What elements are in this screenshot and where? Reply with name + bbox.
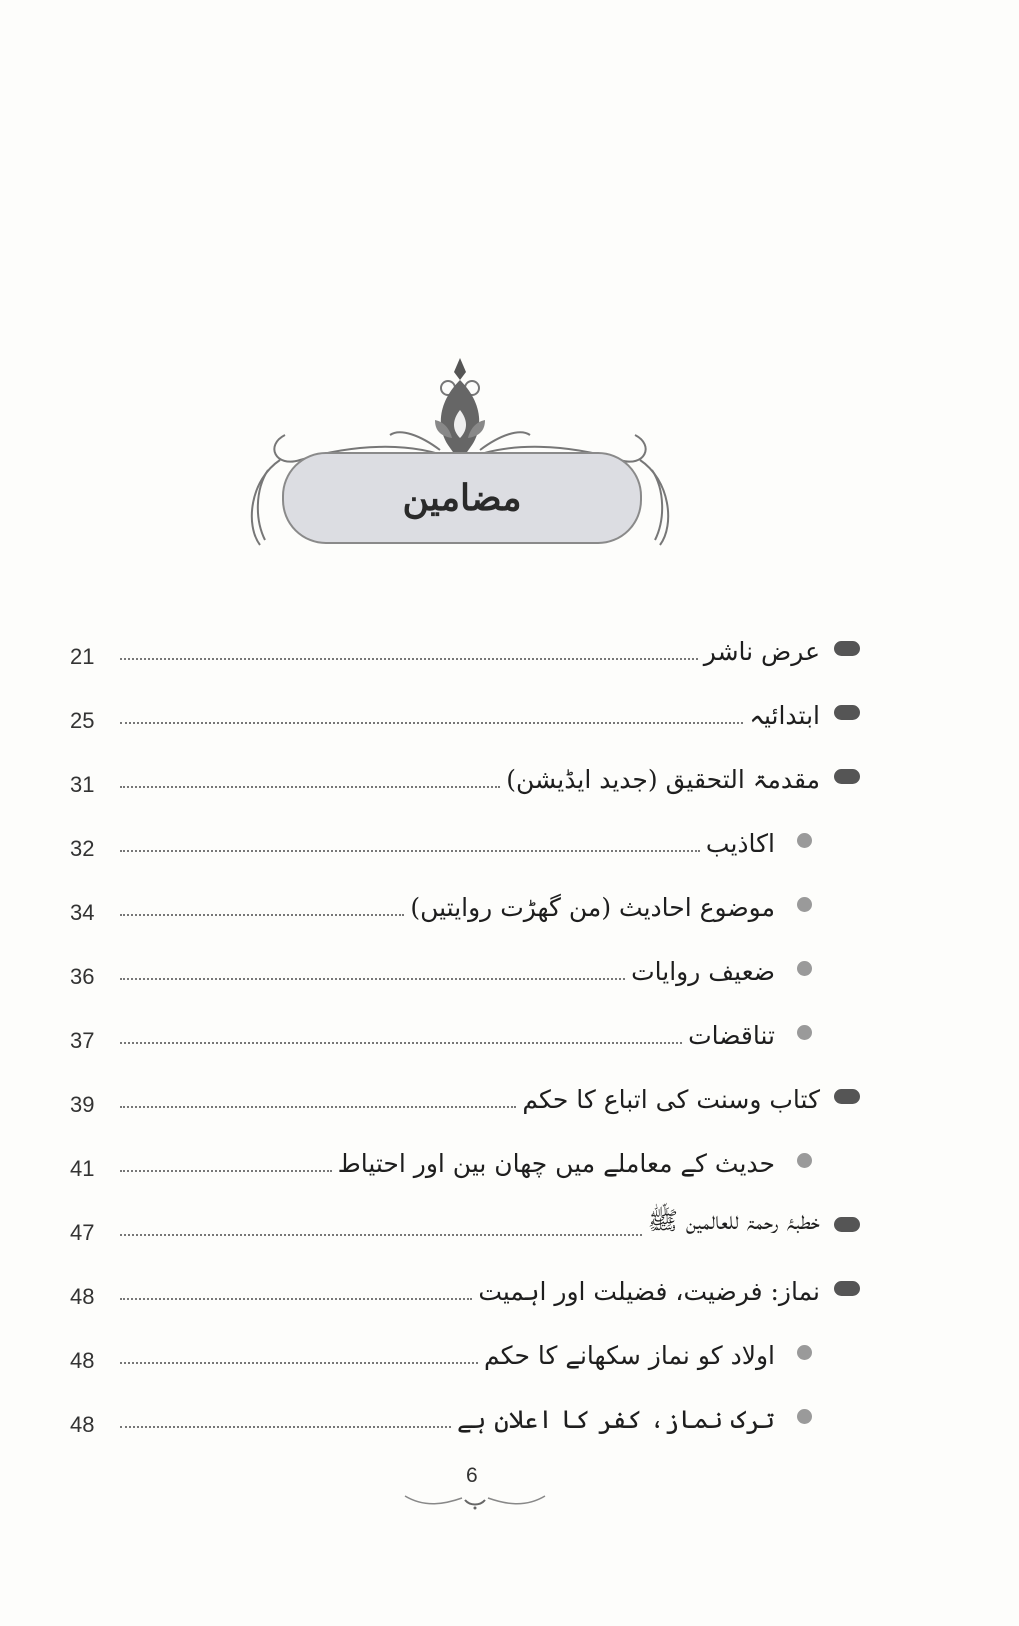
toc-title: تناقضات xyxy=(688,1021,775,1050)
dot-leader xyxy=(120,657,698,660)
dot-leader xyxy=(120,1105,516,1108)
dot-leader xyxy=(120,1425,451,1428)
footer-ornament xyxy=(400,1486,550,1510)
toc-page-number: 48 xyxy=(70,1412,95,1437)
toc-page-number: 48 xyxy=(70,1284,95,1309)
bullet-icon xyxy=(834,641,860,656)
toc-entry[interactable] xyxy=(70,1122,860,1182)
toc-page-number: 34 xyxy=(70,900,95,925)
bullet-icon xyxy=(834,1089,860,1104)
dot-leader xyxy=(120,1041,682,1044)
toc-page-number: 41 xyxy=(70,1156,95,1181)
heading-banner xyxy=(282,452,642,544)
dot-leader xyxy=(120,1233,642,1236)
dot-leader xyxy=(120,913,404,916)
page-number: 6 xyxy=(466,1464,478,1487)
dot-leader xyxy=(120,721,743,724)
toc-page-number: 37 xyxy=(70,1028,95,1053)
dot-leader xyxy=(120,1361,478,1364)
toc-entry[interactable] xyxy=(70,1250,860,1310)
toc-title: نماز: فرضیت، فضیلت اور اہمیت xyxy=(478,1277,820,1306)
toc-title: عرض ناشر xyxy=(703,637,820,666)
toc-entry[interactable] xyxy=(70,994,860,1054)
toc-page-number: 31 xyxy=(70,772,95,797)
toc-page-number: 47 xyxy=(70,1220,95,1245)
toc-entry[interactable] xyxy=(70,1058,860,1118)
bullet-icon xyxy=(797,1345,812,1360)
toc-title: موضوع احادیث (من گھڑت روایتیں) xyxy=(410,893,775,922)
toc-title: اولاد کو نماز سکھانے کا حکم xyxy=(484,1341,775,1370)
toc-entry[interactable] xyxy=(70,1314,860,1374)
dot-leader xyxy=(120,849,700,852)
toc-title: حدیث کے معاملے میں چھان بین اور احتیاط xyxy=(337,1149,775,1178)
bullet-icon xyxy=(834,1281,860,1296)
toc-entry[interactable] xyxy=(70,802,860,862)
bullet-icon xyxy=(797,897,812,912)
toc-entry[interactable] xyxy=(70,610,860,670)
dot-leader xyxy=(120,785,500,788)
toc-entry[interactable] xyxy=(70,1186,860,1246)
bullet-icon xyxy=(797,833,812,848)
bullet-icon xyxy=(797,1025,812,1040)
toc-entry[interactable] xyxy=(70,1378,860,1438)
toc-page-number: 39 xyxy=(70,1092,95,1117)
toc-page-number: 36 xyxy=(70,964,95,989)
toc-page-number: 32 xyxy=(70,836,95,861)
bullet-icon xyxy=(797,1153,812,1168)
bullet-icon xyxy=(797,1409,812,1424)
bullet-icon xyxy=(834,705,860,720)
toc-entry[interactable] xyxy=(70,738,860,798)
bullet-icon xyxy=(834,1217,860,1232)
bullet-icon xyxy=(797,961,812,976)
toc-title: ضعیف روایات xyxy=(631,957,775,986)
toc-page-number: 48 xyxy=(70,1348,95,1373)
toc-page-number: 25 xyxy=(70,708,95,733)
toc-page-number: 21 xyxy=(70,644,95,669)
toc-title: ابتدائیہ xyxy=(749,701,820,730)
toc-title: ترک نماز، کفر کا اعلان ہے xyxy=(456,1405,775,1434)
bullet-icon xyxy=(834,769,860,784)
page-title: مضامین xyxy=(402,477,522,519)
dot-leader xyxy=(120,1169,332,1172)
dot-leader xyxy=(120,1297,472,1300)
toc-entry[interactable] xyxy=(70,930,860,990)
toc-title: کتاب وسنت کی اتباع کا حکم xyxy=(522,1085,820,1114)
toc-entry[interactable] xyxy=(70,866,860,926)
dot-leader xyxy=(120,977,625,980)
toc-title: مقدمۃ التحقیق (جدید ایڈیشن) xyxy=(506,765,820,794)
toc-title: اکاذیب xyxy=(705,829,775,858)
toc-title: خطبۂ رحمۃ للعالمین ﷺ xyxy=(647,1206,820,1235)
toc-entry[interactable] xyxy=(70,674,860,734)
